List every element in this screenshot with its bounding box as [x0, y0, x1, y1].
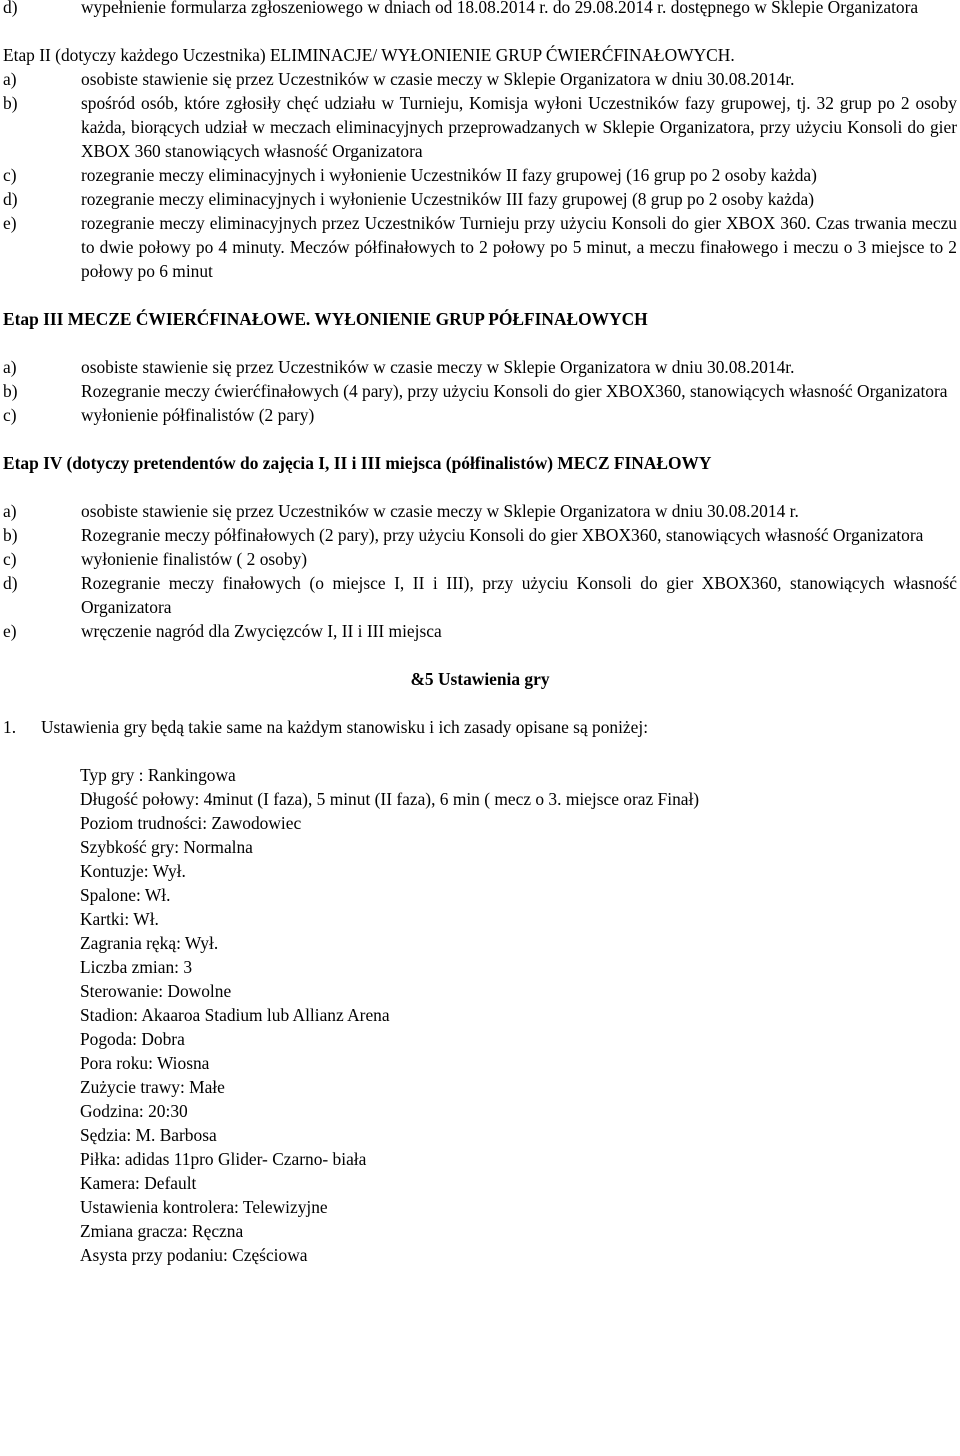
- stage2-item-b: [3, 91, 957, 163]
- stage2-heading: Etap II (dotyczy każdego Uczestnika) ELIMINACJE/ WYŁONIENIE GRUP ĆWIERĆFINAŁOWYCH.: [3, 45, 735, 65]
- list-item-text: rozegranie meczy eliminacyjnych i wyłonienie Uczestników II fazy grupowej (16 grup po 2 osoby każda): [81, 165, 817, 185]
- list-marker: b): [3, 93, 18, 113]
- list-marker: 1.: [3, 717, 17, 737]
- list-marker: c): [3, 405, 17, 425]
- setting-line: Sterowanie: Dowolne: [80, 981, 232, 1001]
- setting-line: Spalone: Wł.: [80, 885, 171, 905]
- stage4-item-a: [3, 499, 957, 523]
- list-marker: e): [3, 621, 17, 641]
- stage2-list: [3, 67, 957, 283]
- stage4-item-c: [3, 547, 957, 571]
- setting-line: Kamera: Default: [80, 1173, 197, 1193]
- list-item-text: osobiste stawienie się przez Uczestników w czasie meczy w Sklepie Organizatora w dniu 30.08.2014 r.: [81, 501, 799, 521]
- setting-line: Długość połowy: 4minut (I faza), 5 minut (II faza), 6 min ( mecz o 3. miejsce oraz Finał): [80, 789, 700, 809]
- stage4-item-b: [3, 523, 957, 547]
- stage4-item-e: [3, 619, 957, 643]
- list-item-text: osobiste stawienie się przez Uczestników w czasie meczy w Sklepie Organizatora w dniu 30.08.2014r.: [81, 69, 795, 89]
- list-item-text: Rozegranie meczy ćwierćfinałowych (4 pary), przy użyciu Konsoli do gier XBOX360, stanowiących własność Organizatora: [81, 381, 948, 401]
- setting-line: Kartki: Wł.: [80, 909, 159, 929]
- list-item-text: wyłonienie finalistów ( 2 osoby): [81, 549, 308, 569]
- stage1-item-d: [3, 0, 957, 19]
- game-settings-list: [3, 763, 957, 1267]
- stage2-item-c: [3, 163, 957, 187]
- setting-line: Liczba zmian: 3: [80, 957, 193, 977]
- setting-line: Zagrania ręką: Wył.: [80, 933, 219, 953]
- list-item-text: Ustawienia gry będą takie same na każdym stanowisku i ich zasady opisane są poniżej:: [41, 717, 649, 737]
- setting-line: Ustawienia kontrolera: Telewizyjne: [80, 1197, 328, 1217]
- section5-heading: &5 Ustawienia gry: [410, 669, 550, 689]
- section5-point-1: [3, 715, 957, 739]
- list-marker: d): [3, 573, 18, 593]
- list-item-text: wyłonienie półfinalistów (2 pary): [81, 405, 315, 425]
- stage4-item-d: [3, 571, 957, 619]
- list-item-text: Rozegranie meczy półfinałowych (2 pary), przy użyciu Konsoli do gier XBOX360, stanowiących własność Organizatora: [81, 525, 924, 545]
- list-marker: b): [3, 525, 18, 545]
- list-item-text: rozegranie meczy eliminacyjnych przez Uczestników Turnieju przy użyciu Konsoli do gier XBOX 360. Czas trwania meczu to dwie połowy po 4 minuty. Meczów półfinałowych to 2 połowy po 5 minut, a meczu finałowego i meczu o 3 miejsce to 2 połowy po 6 minut: [81, 213, 957, 281]
- stage3-item-c: [3, 403, 957, 427]
- list-marker: d): [3, 189, 18, 209]
- list-marker: c): [3, 165, 17, 185]
- list-item-text: wypełnienie formularza zgłoszeniowego w dniach od 18.08.2014 r. do 29.08.2014 r. dostępnego w Sklepie Organizatora: [81, 0, 919, 17]
- stage2-item-a: [3, 67, 957, 91]
- stage3-list: [3, 355, 957, 427]
- stage4-list: [3, 499, 957, 643]
- setting-line: Pora roku: Wiosna: [80, 1053, 210, 1073]
- setting-line: Godzina: 20:30: [80, 1101, 188, 1121]
- setting-line: Typ gry : Rankingowa: [80, 765, 236, 785]
- setting-line: Szybkość gry: Normalna: [80, 837, 253, 857]
- setting-line: Zużycie trawy: Małe: [80, 1077, 225, 1097]
- list-marker: a): [3, 69, 17, 89]
- setting-line: Zmiana gracza: Ręczna: [80, 1221, 244, 1241]
- setting-line: Asysta przy podaniu: Częściowa: [80, 1245, 308, 1265]
- list-marker: d): [3, 0, 18, 17]
- list-item-text: wręczenie nagród dla Zwycięzców I, II i III miejsca: [81, 621, 442, 641]
- stage4-heading: Etap IV (dotyczy pretendentów do zajęcia I, II i III miejsca (półfinalistów) MECZ FINAŁOWY: [3, 453, 712, 473]
- setting-line: Sędzia: M. Barbosa: [80, 1125, 217, 1145]
- list-item-text: rozegranie meczy eliminacyjnych i wyłonienie Uczestników III fazy grupowej (8 grup po 2 osoby każda): [81, 189, 815, 209]
- list-marker: e): [3, 213, 17, 233]
- setting-line: Piłka: adidas 11pro Glider- Czarno- biała: [80, 1149, 367, 1169]
- list-marker: a): [3, 501, 17, 521]
- setting-line: Kontuzje: Wył.: [80, 861, 186, 881]
- stage3-item-b: [3, 379, 957, 403]
- list-marker: b): [3, 381, 18, 401]
- stage2-item-d: [3, 187, 957, 211]
- list-item-text: Rozegranie meczy finałowych (o miejsce I, II i III), przy użyciu Konsoli do gier XBOX360, stanowiących własność Organizatora: [81, 573, 957, 617]
- list-item-text: osobiste stawienie się przez Uczestników w czasie meczy w Sklepie Organizatora w dniu 30.08.2014r.: [81, 357, 795, 377]
- setting-line: Pogoda: Dobra: [80, 1029, 185, 1049]
- list-item-text: spośród osób, które zgłosiły chęć udziału w Turnieju, Komisja wyłoni Uczestników fazy grupowej, tj. 32 grup po 2 osoby każda, biorących udział w meczach eliminacyjnych przeprowadzanych w Sklepie Organizatora, przy użyciu Konsoli do gier XBOX 360 stanowiących własność Organizatora: [81, 93, 957, 161]
- document-page: [3, 0, 957, 1267]
- setting-line: Stadion: Akaaroa Stadium lub Allianz Arena: [80, 1005, 390, 1025]
- stage2-item-e: [3, 211, 957, 283]
- stage3-heading: Etap III MECZE ĆWIERĆFINAŁOWE. WYŁONIENIE GRUP PÓŁFINAŁOWYCH: [3, 309, 648, 329]
- stage3-item-a: [3, 355, 957, 379]
- list-marker: a): [3, 357, 17, 377]
- list-marker: c): [3, 549, 17, 569]
- setting-line: Poziom trudności: Zawodowiec: [80, 813, 302, 833]
